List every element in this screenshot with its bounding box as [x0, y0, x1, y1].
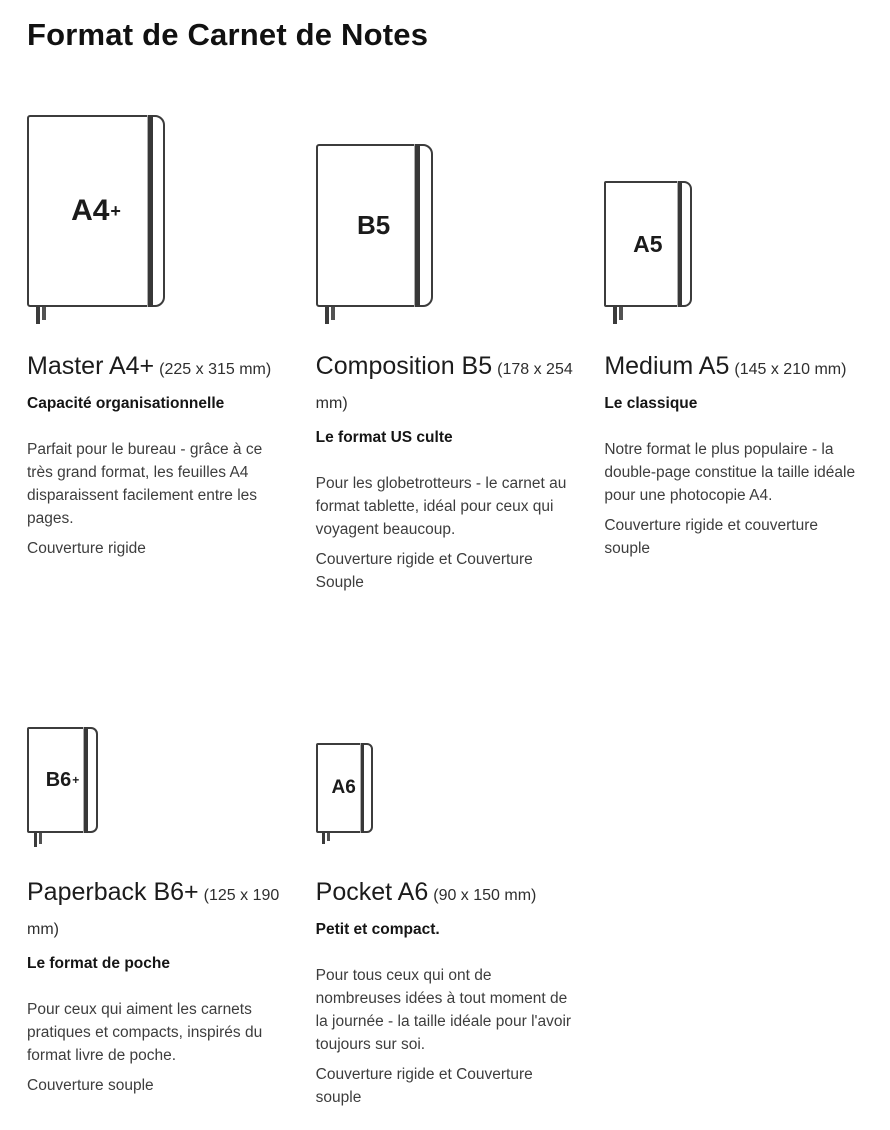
format-card-paperback-b6plus — [27, 712, 286, 1109]
plus-suffix: + — [72, 773, 80, 788]
format-tagline: Le format de poche — [27, 955, 170, 973]
format-dimensions: (145 x 210 mm) — [734, 361, 847, 379]
format-card-master-a4plus — [27, 102, 286, 594]
bookmark-ribbon-2 — [39, 833, 42, 844]
format-covers: Couverture souple — [27, 1077, 154, 1095]
page-title: Format de Carnet de Notes — [27, 17, 429, 52]
format-grid — [27, 102, 863, 1109]
bookmark-ribbon-2 — [42, 307, 46, 320]
format-description: Parfait pour le bureau - grâce à ce très grand format, les feuilles A4 disparaissent facilement entre les pages. — [27, 441, 263, 528]
bookmark-ribbon-1 — [322, 833, 325, 844]
format-description: Pour ceux qui aiment les carnets pratiques et compacts, inspirés du format livre de poche. — [27, 1001, 263, 1065]
notebook-graphic-a6 — [316, 743, 373, 833]
elastic-band — [414, 144, 420, 307]
elastic-band — [147, 115, 153, 307]
format-covers: Couverture rigide et couverture souple — [604, 517, 818, 558]
notebook-graphic-b6plus — [27, 727, 98, 833]
format-covers: Couverture rigide — [27, 540, 146, 558]
notebook-graphic-a4plus — [27, 115, 165, 307]
bookmark-ribbon-2 — [331, 307, 335, 320]
format-card-medium-a5 — [604, 102, 863, 594]
format-name: Medium A5 (145 x 210 mm) — [604, 352, 847, 381]
format-tagline: Le format US culte — [315, 429, 453, 447]
format-dimensions: (125 x 190 mm) — [27, 887, 280, 939]
notebook-size-label: A4 + — [71, 194, 121, 228]
format-description: Notre format le plus populaire - la double-page constitue la taille idéale pour une photocopie A4. — [604, 441, 856, 505]
format-description: Pour tous ceux qui ont de nombreuses idées à tout moment de la journée - la taille idéale pour l'avoir toujours sur soi. — [315, 967, 572, 1054]
bookmark-ribbon-1 — [325, 307, 329, 324]
format-covers: Couverture rigide et Couverture Souple — [315, 551, 533, 592]
bookmark-ribbon-1 — [34, 833, 37, 847]
format-card-pocket-a6 — [316, 712, 575, 1109]
notebook-illustration — [27, 712, 286, 833]
notebook-size-label: A6 — [331, 777, 356, 799]
notebook-illustration — [604, 102, 863, 307]
notebook-size-label: B6 + — [45, 768, 80, 791]
format-card-composition-b5 — [316, 102, 575, 594]
notebook-formats-page — [0, 16, 890, 1109]
elastic-band — [360, 743, 364, 833]
elastic-band — [677, 181, 682, 307]
notebook-illustration — [27, 102, 286, 307]
notebook-size-label: B5 — [357, 210, 391, 241]
format-dimensions: (90 x 150 mm) — [433, 887, 537, 905]
notebook-illustration — [316, 712, 575, 833]
format-description: Pour les globetrotteurs - le carnet au format tablette, idéal pour ceux qui voyagent beaucoup. — [315, 475, 567, 539]
format-name: Master A4+ (225 x 315 mm) — [27, 352, 272, 381]
format-tagline: Petit et compact. — [315, 921, 440, 939]
format-name: Composition B5 (178 x 254 mm) — [315, 352, 573, 413]
bookmark-ribbon-2 — [619, 307, 623, 320]
notebook-graphic-a5 — [604, 181, 692, 307]
format-dimensions: (178 x 254 mm) — [315, 361, 573, 413]
format-name: Paperback B6+ (125 x 190 mm) — [27, 878, 280, 939]
format-covers: Couverture rigide et Couverture souple — [315, 1066, 533, 1107]
format-tagline: Capacité organisationnelle — [27, 395, 225, 413]
plus-suffix: + — [110, 200, 121, 221]
notebook-graphic-b5 — [316, 144, 433, 307]
notebook-size-label: A5 — [633, 230, 663, 257]
bookmark-ribbon-1 — [613, 307, 617, 324]
elastic-band — [83, 727, 88, 833]
format-name: Pocket A6 (90 x 150 mm) — [315, 878, 537, 907]
bookmark-ribbon-2 — [327, 833, 330, 841]
bookmark-ribbon-1 — [36, 307, 40, 324]
format-tagline: Le classique — [604, 395, 698, 413]
format-dimensions: (225 x 315 mm) — [159, 361, 272, 379]
notebook-illustration — [316, 102, 575, 307]
